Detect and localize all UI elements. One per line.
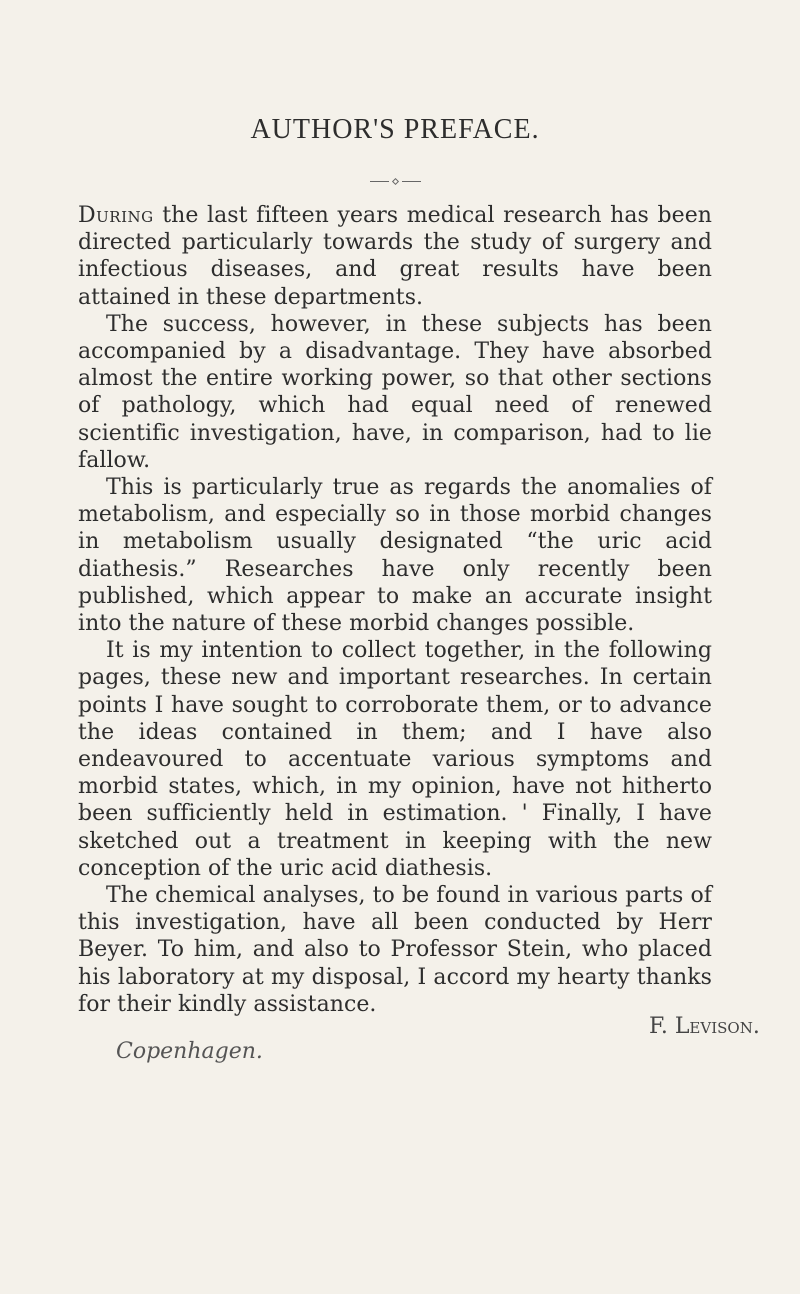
page-title: AUTHOR'S PREFACE. xyxy=(250,114,540,145)
paragraph-text: the last fifteen years medical research has been directed particularly towards the study of surgery and infectious diseases, and great results have been attained in these departments. xyxy=(78,203,712,310)
preface-paragraph: The success, however, in these subjects has been accompanied by a disadvantage. They have absorbed almost the entire working power, so that other sections of pathology, which had equal need of renewed scientific investigation, have, in comparison, had to lie fallow. xyxy=(78,311,712,473)
opening-word: During xyxy=(78,203,154,228)
ornament-left-line xyxy=(370,181,389,182)
preface-paragraph: The chemical analyses, to be found in various parts of this investigation, have all been conducted by Herr Beyer. To him, and also to Professor Stein, who placed his laboratory at my disposal, I accord my hearty thanks for their kindly assistance. xyxy=(78,883,712,1017)
preface-paragraph: This is particularly true as regards the anomalies of metabolism, and especially so in those morbid changes in metabolism usually designated “the uric acid diathesis.” Researches have only recently been published, which appear to make an accurate insight into the nature of these morbid changes possible. xyxy=(78,475,712,637)
author-signature: F. Levison. xyxy=(649,1014,760,1039)
ornament-diamond xyxy=(391,177,398,184)
preface-paragraph xyxy=(78,202,712,311)
preface-body xyxy=(78,202,712,1018)
preface-paragraph: It is my intention to collect together, in the following pages, these new and important researches. In certain points I have sought to corroborate them, or to advance the ideas contained in them; and I have also endeavoured to accentuate various symptoms and morbid states, which, in my opinion, have not hitherto been sufficiently held in estimation. ' Finally, I have sketched out a treatment in keeping with the new conception of the uric acid diathesis. xyxy=(78,638,712,881)
title-ornament xyxy=(78,172,712,190)
ornament-right-line xyxy=(402,181,421,182)
place-name: Copenhagen. xyxy=(116,1039,263,1064)
